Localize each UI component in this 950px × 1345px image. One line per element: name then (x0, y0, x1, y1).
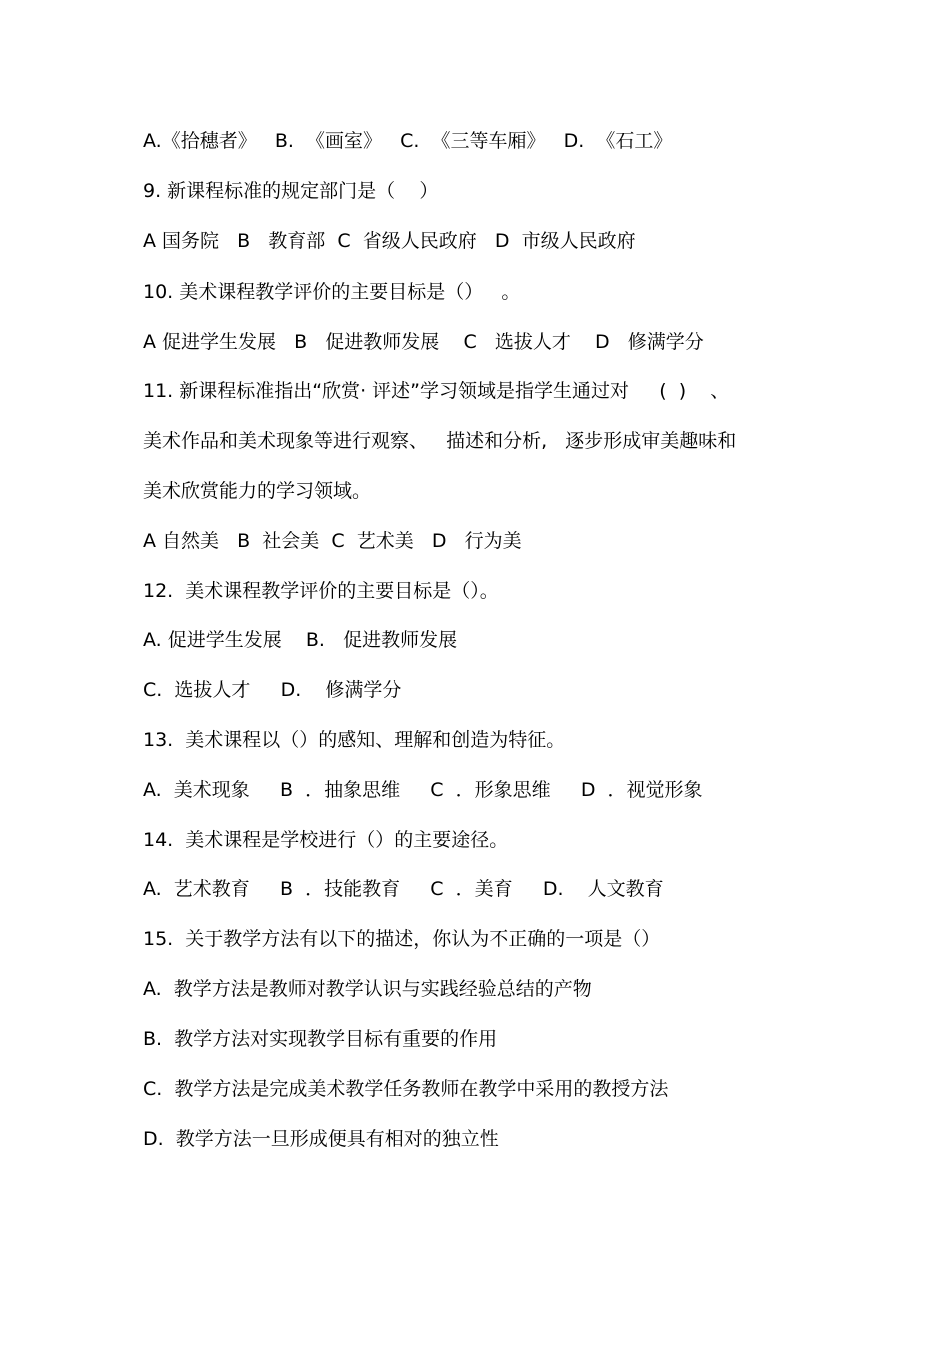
q12-options-line-2: C. 选拔人才 D. 修满学分 (143, 679, 402, 701)
q13-options: A. 美术现象 B ．抽象思维 C ．形象思维 D ．视觉形象 (143, 779, 703, 801)
q11-question-line-2: 美术作品和美术现象等进行观察、 描述和分析, 逐步形成审美趣味和 (143, 430, 737, 452)
q12-question: 12. 美术课程教学评价的主要目标是（）。 (143, 580, 499, 602)
q14-question: 14. 美术课程是学校进行（）的主要途径。 (143, 829, 509, 851)
q15-option-c: C. 教学方法是完成美术教学任务教师在教学中采用的教授方法 (143, 1078, 669, 1100)
q15-option-b: B. 教学方法对实现教学目标有重要的作用 (143, 1028, 498, 1050)
q8-options: A.《拾穗者》 B. 《画室》 C. 《三等车厢》 D. 《石工》 (143, 130, 673, 152)
q11-options: A 自然美 B 社会美 C 艺术美 D 行为美 (143, 530, 522, 552)
q12-options-line-1: A. 促进学生发展 B. 促进教师发展 (143, 629, 458, 651)
q11-question-line-3: 美术欣赏能力的学习领域。 (143, 480, 372, 502)
q11-question-line-1: 11. 新课程标准指出“欣赏· 评述”学习领域是指学生通过对 ( ) 、 (143, 380, 730, 402)
q10-question: 10. 美术课程教学评价的主要目标是（） 。 (143, 281, 521, 303)
q15-question: 15. 关于教学方法有以下的描述，你认为不正确的一项是（） (143, 928, 661, 950)
q15-option-a: A. 教学方法是教师对教学认识与实践经验总结的产物 (143, 978, 592, 1000)
q13-question: 13. 美术课程以（）的感知、理解和创造为特征。 (143, 729, 566, 751)
q10-options: A 促进学生发展 B 促进教师发展 C 选拔人才 D 修满学分 (143, 331, 704, 353)
q9-question: 9. 新课程标准的规定部门是（ ） (143, 180, 439, 202)
q14-options: A. 艺术教育 B ．技能教育 C ．美育 D. 人文教育 (143, 878, 664, 900)
q9-options: A 国务院 B 教育部 C 省级人民政府 D 市级人民政府 (143, 230, 636, 252)
q15-option-d: D. 教学方法一旦形成便具有相对的独立性 (143, 1128, 499, 1150)
